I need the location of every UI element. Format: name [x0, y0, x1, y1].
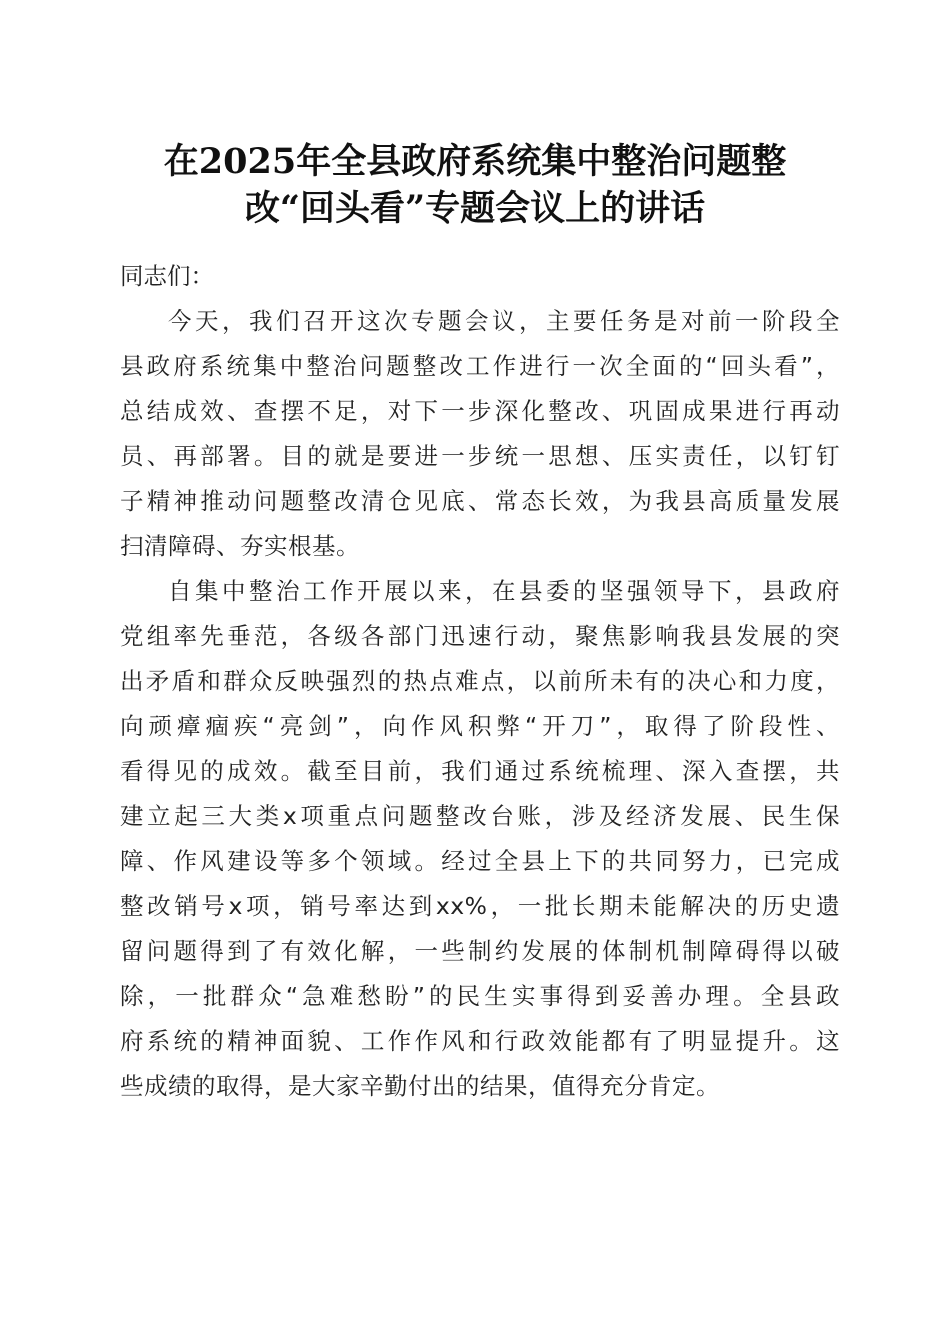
paragraph-2	[120, 569, 840, 1109]
paragraph-line: 扫清障碍、夯实根基。	[120, 532, 360, 560]
paragraph-line: 子精神推动问题整改清仓见底、常态长效，为我县高质量发展	[120, 487, 840, 515]
paragraph-line: 向顽瘴痼疾“亮剑”，向作风积弊“开刀”，取得了阶段性、	[120, 712, 840, 740]
paragraph-line: 县政府系统集中整治问题整改工作进行一次全面的“回头看”，	[120, 352, 840, 380]
paragraph-line: 今天，我们召开这次专题会议，主要任务是对前一阶段全	[168, 307, 840, 335]
paragraph-line: 员、再部署。目的就是要进一步统一思想、压实责任，以钉钉	[120, 442, 840, 470]
paragraph-line: 总结成效、查摆不足，对下一步深化整改、巩固成果进行再动	[120, 397, 840, 425]
paragraph-line: 党组率先垂范，各级各部门迅速行动，聚焦影响我县发展的突	[120, 622, 840, 650]
paragraph-line: 些成绩的取得，是大家辛勤付出的结果，值得充分肯定。	[120, 1072, 720, 1100]
paragraph-line: 自集中整治工作开展以来，在县委的坚强领导下，县政府	[168, 577, 840, 605]
paragraph-line: 出矛盾和群众反映强烈的热点难点，以前所未有的决心和力度，	[120, 667, 840, 695]
greeting: 同志们：	[120, 262, 214, 290]
paragraph-line: 留问题得到了有效化解，一些制约发展的体制机制障碍得以破	[120, 937, 840, 965]
paragraph-line: 府系统的精神面貌、工作作风和行政效能都有了明显提升。这	[120, 1027, 840, 1055]
paragraph-line: 建立起三大类x项重点问题整改台账，涉及经济发展、民生保	[120, 802, 840, 830]
speech-body	[120, 260, 840, 1109]
paragraph-line: 除，一批群众“急难愁盼”的民生实事得到妥善办理。全县政	[120, 982, 840, 1010]
page-title-line-1: 在2025年全县政府系统集中整治问题整	[163, 141, 787, 182]
paragraph-line: 障、作风建设等多个领域。经过全县上下的共同努力，已完成	[120, 847, 840, 875]
paragraph-line: 整改销号x项，销号率达到xx%，一批长期未能解决的历史遗	[120, 892, 840, 920]
paragraph-line: 看得见的成效。截至目前，我们通过系统梳理、深入查摆，共	[120, 757, 840, 785]
page-title-line-2: 改“回头看”专题会议上的讲话	[244, 188, 706, 229]
paragraph-1	[120, 299, 840, 569]
